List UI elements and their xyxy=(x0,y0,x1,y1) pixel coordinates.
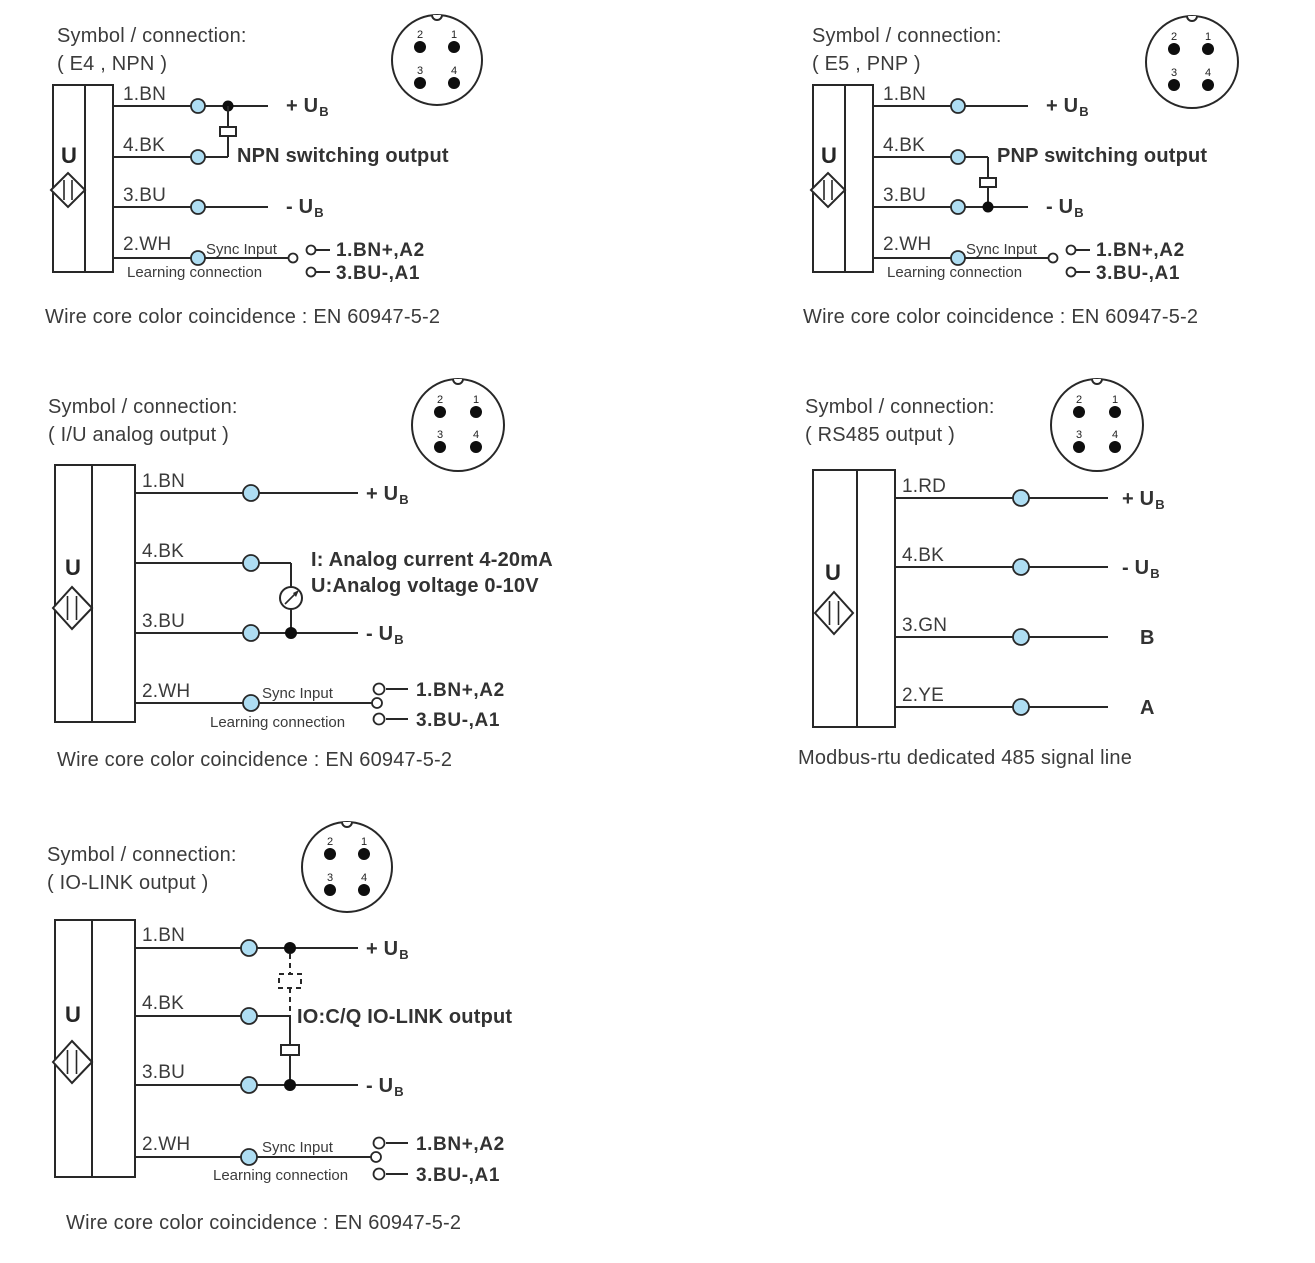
m12-connector-face xyxy=(412,379,504,471)
wire-label: 4.BK xyxy=(883,135,925,156)
wire-4bk xyxy=(135,993,512,1028)
wire-standard-caption: Wire core color coincidence : EN 60947-5-2 xyxy=(57,749,453,771)
diagram-subtitle: ( IO-LINK output ) xyxy=(47,872,209,894)
wire-label: 2.WH xyxy=(142,681,191,702)
wire-connection-dot xyxy=(951,200,965,214)
switching-output-label: NPN switching output xyxy=(237,145,449,167)
terminal-label: 1.BN+,A2 xyxy=(416,1134,505,1155)
pin-number: 3 xyxy=(326,872,334,884)
ultrasonic-sensor-symbol xyxy=(51,85,113,272)
modbus-caption: Modbus-rtu dedicated 485 signal line xyxy=(798,747,1133,769)
diagram-subtitle: ( I/U analog output ) xyxy=(48,424,229,446)
pin-number: 1 xyxy=(450,29,458,41)
diagram-title: Symbol / connection: xyxy=(48,396,238,418)
signal-b-label: B xyxy=(1140,627,1155,649)
connector-body xyxy=(302,822,392,912)
io-link-output-label: IO:C/Q IO-LINK output xyxy=(297,1006,513,1028)
switching-output-label: PNP switching output xyxy=(997,145,1208,167)
diagram-subtitle: ( E5 , PNP ) xyxy=(812,53,921,75)
sensor-type-label: U xyxy=(825,560,841,585)
m12-connector-face xyxy=(1146,16,1238,108)
connector-pin-3 xyxy=(414,77,426,89)
npn-output-branch xyxy=(220,106,236,157)
connector-keyway-notch xyxy=(432,15,442,20)
connector-pin-1 xyxy=(1202,43,1214,55)
wire-4bk xyxy=(895,545,1160,581)
connector-pin-3 xyxy=(1073,441,1085,453)
pin-number: 4 xyxy=(472,429,480,441)
wire-label: 2.YE xyxy=(902,685,944,706)
wire-1bn xyxy=(113,84,329,119)
connector-body xyxy=(1146,16,1238,108)
analog-meter-branch xyxy=(280,563,302,633)
terminal-label: 3.BU-,A1 xyxy=(1096,263,1180,284)
diagram-title: Symbol / connection: xyxy=(812,25,1002,47)
terminal-open-dot xyxy=(374,1169,385,1180)
sync-terminal-row-2 xyxy=(307,263,420,284)
wire-label: 1.RD xyxy=(902,476,947,497)
connector-body xyxy=(1051,379,1143,471)
diagram-rs485-output xyxy=(798,379,1165,769)
wire-standard-caption: Wire core color coincidence : EN 60947-5-2 xyxy=(66,1212,462,1234)
connector-keyway-notch xyxy=(342,822,352,827)
wire-connection-dot xyxy=(241,1077,257,1093)
terminal-label: 1.BN+,A2 xyxy=(1096,240,1185,261)
supply-plus-label: + $U_B$ xyxy=(366,483,409,507)
terminal-label: 3.BU-,A1 xyxy=(416,710,500,731)
sensor-type-label: U xyxy=(61,143,77,168)
wire-connection-dot xyxy=(241,1149,257,1165)
analog-current-label: I: Analog current 4-20mA xyxy=(311,549,553,571)
learning-connection-label: Learning connection xyxy=(887,264,1023,281)
learning-connection-label: Learning connection xyxy=(127,264,263,281)
wire-connection-dot xyxy=(191,150,205,164)
pin-number: 4 xyxy=(360,872,368,884)
sync-terminal-row-2 xyxy=(1067,263,1180,284)
wire-connection-dot xyxy=(241,1008,257,1024)
sync-terminal-row-2 xyxy=(374,1165,500,1186)
wire-label: 1.BN xyxy=(142,471,186,492)
ultrasonic-sensor-symbol xyxy=(53,465,135,722)
pin-number: 1 xyxy=(360,836,368,848)
analog-voltage-label: U:Analog voltage 0-10V xyxy=(311,575,539,597)
sync-input-label: Sync Input xyxy=(966,241,1037,258)
ultrasonic-sensor-symbol xyxy=(53,920,135,1177)
wire-1rd xyxy=(895,476,1165,512)
wire-end-open-dot xyxy=(371,1152,381,1162)
pin-number: 2 xyxy=(1170,31,1178,43)
wire-label: 4.BK xyxy=(142,993,184,1014)
wire-2wh-sync xyxy=(135,680,505,731)
wire-connection-dot xyxy=(191,99,205,113)
diagram-title: Symbol / connection: xyxy=(57,25,247,47)
supply-plus-label: + $U_B$ xyxy=(1122,488,1165,512)
terminal-open-dot xyxy=(1067,246,1076,255)
connector-pin-2 xyxy=(1168,43,1180,55)
learning-connection-label: Learning connection xyxy=(213,1167,349,1184)
connector-body xyxy=(412,379,504,471)
supply-plus-label: + $U_B$ xyxy=(286,95,329,119)
supply-minus-label: - $U_B$ xyxy=(366,623,404,647)
diagram-io-link-output xyxy=(47,822,512,1234)
sync-input-label: Sync Input xyxy=(262,685,333,702)
supply-plus-label: + $U_B$ xyxy=(1046,95,1089,119)
connector-pin-2 xyxy=(414,41,426,53)
terminal-open-dot xyxy=(307,268,316,277)
terminal-open-dot xyxy=(374,1138,385,1149)
wire-label: 2.WH xyxy=(883,234,932,255)
wire-label: 1.BN xyxy=(123,84,167,105)
supply-plus-label: + $U_B$ xyxy=(366,938,409,962)
junction-dot xyxy=(285,627,297,639)
pin-number: 4 xyxy=(450,65,458,77)
wire-connection-dot xyxy=(243,555,259,571)
pin-number: 2 xyxy=(436,394,444,406)
diagram-e4-npn xyxy=(45,15,482,328)
connector-keyway-notch xyxy=(1187,16,1197,21)
wire-label: 3.GN xyxy=(902,615,948,636)
wire-1bn xyxy=(873,84,1089,119)
ultrasonic-sensor-symbol xyxy=(813,470,895,727)
wire-2wh-sync xyxy=(873,234,1185,284)
wire-label: 3.BU xyxy=(883,185,927,206)
pin-number: 3 xyxy=(1170,67,1178,79)
pin-number: 2 xyxy=(1075,394,1083,406)
terminal-open-dot xyxy=(1067,268,1076,277)
connector-pin-3 xyxy=(1168,79,1180,91)
wire-connection-dot xyxy=(951,251,965,265)
terminal-label: 3.BU-,A1 xyxy=(336,263,420,284)
wire-connection-dot xyxy=(1013,559,1029,575)
sync-terminal-row-1 xyxy=(1067,240,1185,261)
wire-2wh-sync xyxy=(113,234,425,284)
wire-3bu xyxy=(135,611,404,647)
terminal-open-dot xyxy=(374,684,385,695)
wire-connection-dot xyxy=(191,251,205,265)
wire-connection-dot xyxy=(1013,490,1029,506)
pnp-output-branch xyxy=(980,157,996,207)
sensor-body xyxy=(813,470,895,727)
signal-a-label: A xyxy=(1140,697,1155,719)
wire-4bk xyxy=(113,135,449,167)
m12-connector-face xyxy=(1051,379,1143,471)
junction-dot xyxy=(284,942,296,954)
junction-dot xyxy=(284,1079,296,1091)
wire-connection-dot xyxy=(243,625,259,641)
terminal-label: 3.BU-,A1 xyxy=(416,1165,500,1186)
connector-pin-4 xyxy=(448,77,460,89)
pin-number: 1 xyxy=(1204,31,1212,43)
wire-connection-dot xyxy=(243,485,259,501)
wire-label: 3.BU xyxy=(142,1062,186,1083)
connector-pin-1 xyxy=(1109,406,1121,418)
sync-terminal-row-1 xyxy=(307,240,425,261)
pin-number: 4 xyxy=(1111,429,1119,441)
diagram-e5-pnp xyxy=(803,16,1238,328)
diagram-title: Symbol / connection: xyxy=(805,396,995,418)
pin-number: 3 xyxy=(436,429,444,441)
wire-1bn xyxy=(135,471,409,507)
connector-pin-1 xyxy=(358,848,370,860)
m12-connector-face xyxy=(392,15,482,105)
load-resistor xyxy=(281,1045,299,1055)
wire-connection-dot xyxy=(1013,699,1029,715)
diagram-subtitle: ( E4 , NPN ) xyxy=(57,53,168,75)
diagram-title: Symbol / connection: xyxy=(47,844,237,866)
pin-number: 2 xyxy=(416,29,424,41)
load-resistor xyxy=(980,178,996,187)
supply-minus-label: - $U_B$ xyxy=(1122,557,1160,581)
wire-connection-dot xyxy=(1013,629,1029,645)
sync-input-label: Sync Input xyxy=(206,241,277,258)
wire-end-open-dot xyxy=(372,698,382,708)
wire-connection-dot xyxy=(951,150,965,164)
wire-connection-dot xyxy=(241,940,257,956)
terminal-label: 1.BN+,A2 xyxy=(416,680,505,701)
sensor-type-label: U xyxy=(65,555,81,580)
connector-pin-3 xyxy=(324,884,336,896)
wire-label: 3.BU xyxy=(142,611,186,632)
connector-pin-4 xyxy=(470,441,482,453)
connector-body xyxy=(392,15,482,105)
wire-4bk xyxy=(135,541,553,597)
wire-2wh-sync xyxy=(135,1134,505,1186)
wire-connection-dot xyxy=(243,695,259,711)
wire-3bu xyxy=(135,1062,404,1099)
diagram-subtitle: ( RS485 output ) xyxy=(805,424,955,446)
sensor-type-label: U xyxy=(65,1002,81,1027)
learning-connection-label: Learning connection xyxy=(210,714,346,731)
connector-pin-4 xyxy=(358,884,370,896)
wire-4bk xyxy=(873,135,1207,167)
wire-label: 1.BN xyxy=(142,925,186,946)
connector-pin-2 xyxy=(1073,406,1085,418)
connector-pin-1 xyxy=(470,406,482,418)
connector-pin-4 xyxy=(1109,441,1121,453)
connector-pin-4 xyxy=(1202,79,1214,91)
connector-keyway-notch xyxy=(453,379,463,384)
wire-1bn xyxy=(135,925,409,962)
wire-label: 4.BK xyxy=(123,135,165,156)
ultrasonic-sensor-symbol xyxy=(811,85,873,272)
wire-end-open-dot xyxy=(1049,254,1058,263)
connector-pin-3 xyxy=(434,441,446,453)
wire-3bu xyxy=(113,185,324,220)
wire-label: 2.WH xyxy=(123,234,172,255)
wire-connection-dot xyxy=(191,200,205,214)
wire-2ye xyxy=(895,685,1155,719)
wire-standard-caption: Wire core color coincidence : EN 60947-5-2 xyxy=(45,306,441,328)
terminal-label: 1.BN+,A2 xyxy=(336,240,425,261)
wire-label: 1.BN xyxy=(883,84,927,105)
wire-label: 4.BK xyxy=(142,541,184,562)
pin-number: 3 xyxy=(416,65,424,77)
sync-terminal-row-2 xyxy=(374,710,500,731)
connector-keyway-notch xyxy=(1092,379,1102,384)
m12-connector-face xyxy=(302,822,392,912)
connector-pin-2 xyxy=(434,406,446,418)
pin-number: 2 xyxy=(326,836,334,848)
wire-label: 2.WH xyxy=(142,1134,191,1155)
supply-minus-label: - $U_B$ xyxy=(1046,196,1084,220)
sync-input-label: Sync Input xyxy=(262,1139,333,1156)
diagram-analog-output xyxy=(48,379,553,771)
pin-number: 3 xyxy=(1075,429,1083,441)
wire-end-open-dot xyxy=(289,254,298,263)
terminal-open-dot xyxy=(307,246,316,255)
wire-3bu xyxy=(873,185,1084,220)
pin-number: 4 xyxy=(1204,67,1212,79)
connector-pin-2 xyxy=(324,848,336,860)
wire-3gn xyxy=(895,615,1155,649)
wire-standard-caption: Wire core color coincidence : EN 60947-5-2 xyxy=(803,306,1199,328)
supply-minus-label: - $U_B$ xyxy=(286,196,324,220)
wire-connection-dot xyxy=(951,99,965,113)
sync-terminal-row-1 xyxy=(374,680,505,701)
dashed-load-resistor xyxy=(279,974,301,988)
sync-terminal-row-1 xyxy=(374,1134,505,1155)
connector-pin-1 xyxy=(448,41,460,53)
pin-number: 1 xyxy=(1111,394,1119,406)
load-resistor xyxy=(220,127,236,136)
supply-minus-label: - $U_B$ xyxy=(366,1075,404,1099)
junction-dot xyxy=(983,202,994,213)
sensor-type-label: U xyxy=(821,143,837,168)
wire-label: 4.BK xyxy=(902,545,944,566)
wire-label: 3.BU xyxy=(123,185,167,206)
pin-number: 1 xyxy=(472,394,480,406)
terminal-open-dot xyxy=(374,714,385,725)
